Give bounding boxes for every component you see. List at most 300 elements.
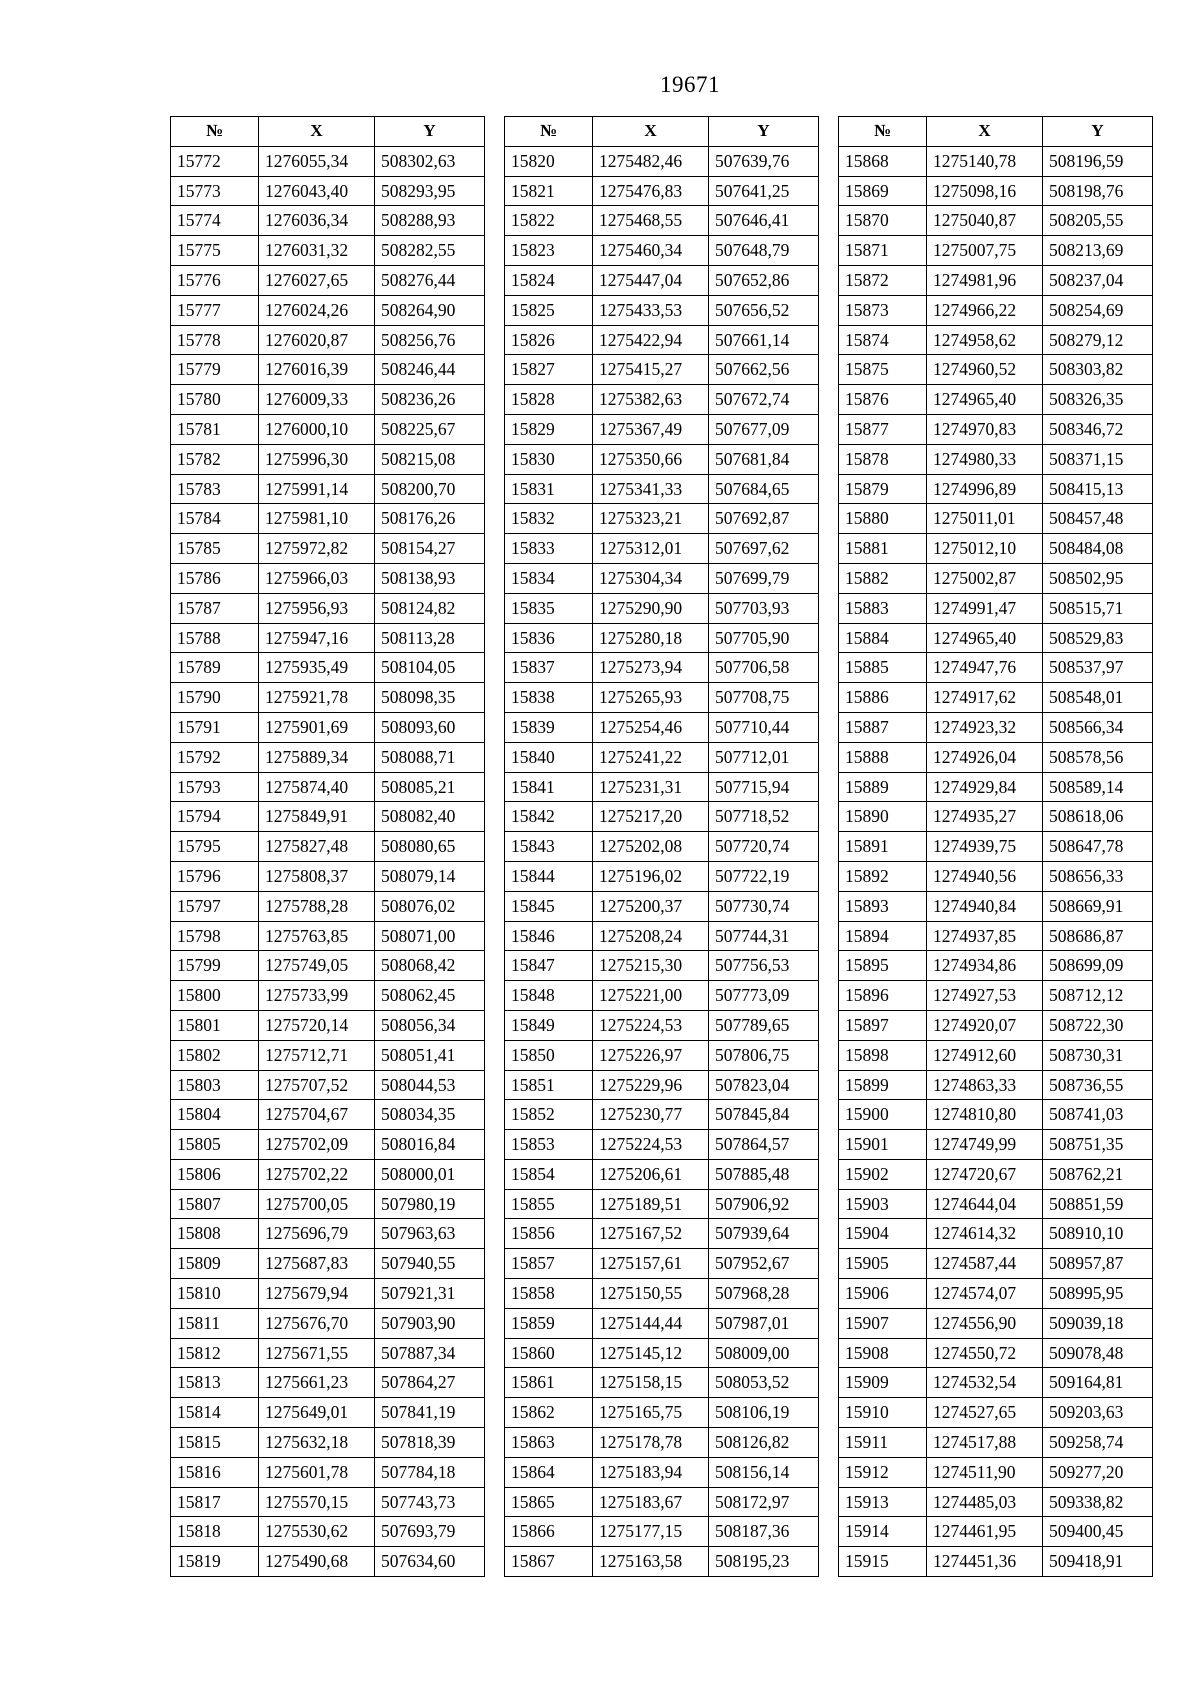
table-row: [171, 1308, 485, 1338]
y-coordinate-cell: 508415,13: [1043, 474, 1153, 504]
table-row: [171, 146, 485, 176]
y-coordinate-cell: 507921,31: [375, 1279, 485, 1309]
y-coordinate-cell: 509277,20: [1043, 1457, 1153, 1487]
point-number-cell: 15772: [171, 146, 259, 176]
point-number-cell: 15779: [171, 355, 259, 385]
x-coordinate-cell: 1274940,56: [927, 861, 1043, 891]
x-coordinate-cell: 1274749,99: [927, 1130, 1043, 1160]
y-coordinate-cell: 507705,90: [709, 623, 819, 653]
table-row: [839, 325, 1153, 355]
x-coordinate-cell: 1275468,55: [593, 206, 709, 236]
y-coordinate-cell: 509203,63: [1043, 1398, 1153, 1428]
y-coordinate-cell: 508346,72: [1043, 414, 1153, 444]
x-coordinate-cell: 1274527,65: [927, 1398, 1043, 1428]
table-row: [839, 861, 1153, 891]
x-coordinate-cell: 1275720,14: [259, 1010, 375, 1040]
table-row: [505, 653, 819, 683]
point-number-cell: 15893: [839, 891, 927, 921]
y-coordinate-cell: 507864,57: [709, 1130, 819, 1160]
table-row: [505, 981, 819, 1011]
point-number-cell: 15788: [171, 623, 259, 653]
table-row: [839, 832, 1153, 862]
point-number-cell: 15785: [171, 534, 259, 564]
y-coordinate-cell: 508669,91: [1043, 891, 1153, 921]
table-row: [171, 206, 485, 236]
table-row: [171, 325, 485, 355]
y-coordinate-cell: 507963,63: [375, 1219, 485, 1249]
table-row: [839, 563, 1153, 593]
x-coordinate-cell: 1274574,07: [927, 1279, 1043, 1309]
point-number-cell: 15875: [839, 355, 927, 385]
y-coordinate-cell: 507692,87: [709, 504, 819, 534]
x-coordinate-cell: 1275849,91: [259, 802, 375, 832]
x-coordinate-cell: 1274587,44: [927, 1249, 1043, 1279]
table-row: [505, 832, 819, 862]
y-coordinate-cell: 508093,60: [375, 712, 485, 742]
point-number-cell: 15907: [839, 1308, 927, 1338]
table-row: [839, 1159, 1153, 1189]
table-row: [171, 623, 485, 653]
y-coordinate-cell: 508699,09: [1043, 951, 1153, 981]
y-coordinate-cell: 507639,76: [709, 146, 819, 176]
y-coordinate-cell: 507887,34: [375, 1338, 485, 1368]
x-coordinate-cell: 1275808,37: [259, 861, 375, 891]
table-row: [839, 1517, 1153, 1547]
coordinate-table-3: [838, 116, 1153, 1577]
x-coordinate-cell: 1274970,83: [927, 414, 1043, 444]
x-coordinate-cell: 1275226,97: [593, 1040, 709, 1070]
y-coordinate-cell: 508566,34: [1043, 712, 1153, 742]
y-coordinate-cell: 508484,08: [1043, 534, 1153, 564]
y-coordinate-cell: 507841,19: [375, 1398, 485, 1428]
point-number-cell: 15795: [171, 832, 259, 862]
y-coordinate-cell: 508851,59: [1043, 1189, 1153, 1219]
point-number-cell: 15808: [171, 1219, 259, 1249]
x-coordinate-cell: 1275921,78: [259, 683, 375, 713]
x-coordinate-cell: 1274863,33: [927, 1070, 1043, 1100]
y-coordinate-cell: 508044,53: [375, 1070, 485, 1100]
x-coordinate-cell: 1275415,27: [593, 355, 709, 385]
table-row: [505, 146, 819, 176]
y-coordinate-cell: 508529,83: [1043, 623, 1153, 653]
table-row: [171, 1368, 485, 1398]
y-coordinate-cell: 508537,97: [1043, 653, 1153, 683]
table-row: [839, 1219, 1153, 1249]
x-coordinate-cell: 1275150,55: [593, 1279, 709, 1309]
table-row: [171, 742, 485, 772]
point-number-cell: 15798: [171, 921, 259, 951]
x-coordinate-cell: 1275206,61: [593, 1159, 709, 1189]
table-row: [839, 951, 1153, 981]
point-number-cell: 15792: [171, 742, 259, 772]
point-number-cell: 15837: [505, 653, 593, 683]
y-coordinate-cell: 508062,45: [375, 981, 485, 1011]
point-number-cell: 15826: [505, 325, 593, 355]
y-coordinate-cell: 508085,21: [375, 772, 485, 802]
x-coordinate-cell: 1274960,52: [927, 355, 1043, 385]
x-coordinate-cell: 1276036,34: [259, 206, 375, 236]
x-coordinate-cell: 1276016,39: [259, 355, 375, 385]
table-row: [171, 593, 485, 623]
x-coordinate-cell: 1275215,30: [593, 951, 709, 981]
x-coordinate-cell: 1275874,40: [259, 772, 375, 802]
point-number-cell: 15909: [839, 1368, 927, 1398]
x-coordinate-cell: 1275696,79: [259, 1219, 375, 1249]
point-number-cell: 15854: [505, 1159, 593, 1189]
header-y: Y: [709, 117, 819, 147]
header-y: Y: [375, 117, 485, 147]
x-coordinate-cell: 1275265,93: [593, 683, 709, 713]
y-coordinate-cell: 508082,40: [375, 802, 485, 832]
point-number-cell: 15850: [505, 1040, 593, 1070]
table-row: [171, 534, 485, 564]
table-row: [505, 563, 819, 593]
point-number-cell: 15872: [839, 265, 927, 295]
y-coordinate-cell: 507699,79: [709, 563, 819, 593]
table-row: [171, 1428, 485, 1458]
x-coordinate-cell: 1275323,21: [593, 504, 709, 534]
table-row: [839, 295, 1153, 325]
point-number-cell: 15912: [839, 1457, 927, 1487]
point-number-cell: 15865: [505, 1487, 593, 1517]
point-number-cell: 15828: [505, 385, 593, 415]
table-row: [839, 504, 1153, 534]
x-coordinate-cell: 1275178,78: [593, 1428, 709, 1458]
x-coordinate-cell: 1274991,47: [927, 593, 1043, 623]
y-coordinate-cell: 508326,35: [1043, 385, 1153, 415]
x-coordinate-cell: 1275490,68: [259, 1547, 375, 1577]
x-coordinate-cell: 1274996,89: [927, 474, 1043, 504]
table-row: [171, 1547, 485, 1577]
point-number-cell: 15825: [505, 295, 593, 325]
x-coordinate-cell: 1276009,33: [259, 385, 375, 415]
y-coordinate-cell: 508079,14: [375, 861, 485, 891]
y-coordinate-cell: 508548,01: [1043, 683, 1153, 713]
point-number-cell: 15790: [171, 683, 259, 713]
y-coordinate-cell: 507903,90: [375, 1308, 485, 1338]
x-coordinate-cell: 1275676,70: [259, 1308, 375, 1338]
y-coordinate-cell: 508056,34: [375, 1010, 485, 1040]
y-coordinate-cell: 508656,33: [1043, 861, 1153, 891]
y-coordinate-cell: 508578,56: [1043, 742, 1153, 772]
x-coordinate-cell: 1275002,87: [927, 563, 1043, 593]
table-row: [839, 355, 1153, 385]
y-coordinate-cell: 508124,82: [375, 593, 485, 623]
point-number-cell: 15791: [171, 712, 259, 742]
y-coordinate-cell: 509078,48: [1043, 1338, 1153, 1368]
point-number-cell: 15807: [171, 1189, 259, 1219]
table-row: [171, 355, 485, 385]
y-coordinate-cell: 507987,01: [709, 1308, 819, 1338]
x-coordinate-cell: 1275447,04: [593, 265, 709, 295]
table-row: [171, 414, 485, 444]
y-coordinate-cell: 507684,65: [709, 474, 819, 504]
y-coordinate-cell: 508126,82: [709, 1428, 819, 1458]
x-coordinate-cell: 1274556,90: [927, 1308, 1043, 1338]
y-coordinate-cell: 508236,26: [375, 385, 485, 415]
y-coordinate-cell: 508293,95: [375, 176, 485, 206]
table-row: [505, 474, 819, 504]
point-number-cell: 15844: [505, 861, 593, 891]
x-coordinate-cell: 1274720,67: [927, 1159, 1043, 1189]
table-row: [505, 325, 819, 355]
x-coordinate-cell: 1275273,94: [593, 653, 709, 683]
table-row: [839, 742, 1153, 772]
table-row: [839, 444, 1153, 474]
table-row: [505, 802, 819, 832]
x-coordinate-cell: 1274917,62: [927, 683, 1043, 713]
x-coordinate-cell: 1275224,53: [593, 1010, 709, 1040]
header-x: X: [259, 117, 375, 147]
point-number-cell: 15874: [839, 325, 927, 355]
y-coordinate-cell: 507677,09: [709, 414, 819, 444]
x-coordinate-cell: 1275661,23: [259, 1368, 375, 1398]
coordinate-tables: [170, 116, 1150, 1582]
point-number-cell: 15823: [505, 236, 593, 266]
point-number-cell: 15774: [171, 206, 259, 236]
y-coordinate-cell: 507656,52: [709, 295, 819, 325]
y-coordinate-cell: 508276,44: [375, 265, 485, 295]
x-coordinate-cell: 1275889,34: [259, 742, 375, 772]
x-coordinate-cell: 1274550,72: [927, 1338, 1043, 1368]
header-x: X: [927, 117, 1043, 147]
y-coordinate-cell: 508068,42: [375, 951, 485, 981]
y-coordinate-cell: 507710,44: [709, 712, 819, 742]
point-number-cell: 15815: [171, 1428, 259, 1458]
table-row: [505, 623, 819, 653]
y-coordinate-cell: 508104,05: [375, 653, 485, 683]
y-coordinate-cell: 508053,52: [709, 1368, 819, 1398]
point-number-cell: 15811: [171, 1308, 259, 1338]
x-coordinate-cell: 1275144,44: [593, 1308, 709, 1338]
x-coordinate-cell: 1275901,69: [259, 712, 375, 742]
x-coordinate-cell: 1275231,31: [593, 772, 709, 802]
header-x: X: [593, 117, 709, 147]
x-coordinate-cell: 1274614,32: [927, 1219, 1043, 1249]
x-coordinate-cell: 1274920,07: [927, 1010, 1043, 1040]
table-row: [505, 265, 819, 295]
point-number-cell: 15820: [505, 146, 593, 176]
y-coordinate-cell: 508237,04: [1043, 265, 1153, 295]
x-coordinate-cell: 1274927,53: [927, 981, 1043, 1011]
x-coordinate-cell: 1275935,49: [259, 653, 375, 683]
y-coordinate-cell: 508009,00: [709, 1338, 819, 1368]
point-number-cell: 15879: [839, 474, 927, 504]
x-coordinate-cell: 1276027,65: [259, 265, 375, 295]
table-row: [171, 1130, 485, 1160]
x-coordinate-cell: 1274532,54: [927, 1368, 1043, 1398]
y-coordinate-cell: 508034,35: [375, 1100, 485, 1130]
x-coordinate-cell: 1274485,03: [927, 1487, 1043, 1517]
y-coordinate-cell: 507744,31: [709, 921, 819, 951]
x-coordinate-cell: 1274939,75: [927, 832, 1043, 862]
table-row: [839, 236, 1153, 266]
table-row: [505, 1159, 819, 1189]
y-coordinate-cell: 508502,95: [1043, 563, 1153, 593]
table-row: [171, 1338, 485, 1368]
x-coordinate-cell: 1275570,15: [259, 1487, 375, 1517]
y-coordinate-cell: 507672,74: [709, 385, 819, 415]
point-number-cell: 15859: [505, 1308, 593, 1338]
table-row: [839, 206, 1153, 236]
y-coordinate-cell: 508113,28: [375, 623, 485, 653]
point-number-cell: 15834: [505, 563, 593, 593]
y-coordinate-cell: 508172,97: [709, 1487, 819, 1517]
x-coordinate-cell: 1275367,49: [593, 414, 709, 444]
y-coordinate-cell: 509400,45: [1043, 1517, 1153, 1547]
table-row: [505, 1189, 819, 1219]
x-coordinate-cell: 1274644,04: [927, 1189, 1043, 1219]
table-row: [505, 1457, 819, 1487]
table-row: [505, 414, 819, 444]
y-coordinate-cell: 507708,75: [709, 683, 819, 713]
table-row: [505, 206, 819, 236]
point-number-cell: 15812: [171, 1338, 259, 1368]
table-row: [171, 1040, 485, 1070]
table-row: [505, 176, 819, 206]
y-coordinate-cell: 508303,82: [1043, 355, 1153, 385]
x-coordinate-cell: 1275947,16: [259, 623, 375, 653]
point-number-cell: 15843: [505, 832, 593, 862]
header-number: №: [171, 117, 259, 147]
x-coordinate-cell: 1275140,78: [927, 146, 1043, 176]
y-coordinate-cell: 508000,01: [375, 1159, 485, 1189]
y-coordinate-cell: 508154,27: [375, 534, 485, 564]
y-coordinate-cell: 507756,53: [709, 951, 819, 981]
point-number-cell: 15794: [171, 802, 259, 832]
y-coordinate-cell: 508722,30: [1043, 1010, 1153, 1040]
x-coordinate-cell: 1275422,94: [593, 325, 709, 355]
x-coordinate-cell: 1274810,80: [927, 1100, 1043, 1130]
table-row: [171, 474, 485, 504]
x-coordinate-cell: 1275012,10: [927, 534, 1043, 564]
point-number-cell: 15876: [839, 385, 927, 415]
x-coordinate-cell: 1275177,15: [593, 1517, 709, 1547]
table-row: [839, 1100, 1153, 1130]
table-row: [505, 295, 819, 325]
x-coordinate-cell: 1275679,94: [259, 1279, 375, 1309]
table-row: [505, 1010, 819, 1040]
table-row: [171, 951, 485, 981]
x-coordinate-cell: 1275482,46: [593, 146, 709, 176]
point-number-cell: 15842: [505, 802, 593, 832]
x-coordinate-cell: 1275827,48: [259, 832, 375, 862]
x-coordinate-cell: 1275098,16: [927, 176, 1043, 206]
y-coordinate-cell: 507697,62: [709, 534, 819, 564]
y-coordinate-cell: 507681,84: [709, 444, 819, 474]
y-coordinate-cell: 507720,74: [709, 832, 819, 862]
x-coordinate-cell: 1275158,15: [593, 1368, 709, 1398]
y-coordinate-cell: 507652,86: [709, 265, 819, 295]
x-coordinate-cell: 1274980,33: [927, 444, 1043, 474]
table-header-row: [171, 117, 485, 147]
point-number-cell: 15781: [171, 414, 259, 444]
point-number-cell: 15830: [505, 444, 593, 474]
table-row: [839, 1070, 1153, 1100]
point-number-cell: 15857: [505, 1249, 593, 1279]
x-coordinate-cell: 1275189,51: [593, 1189, 709, 1219]
y-coordinate-cell: 508016,84: [375, 1130, 485, 1160]
point-number-cell: 15813: [171, 1368, 259, 1398]
table-row: [839, 1428, 1153, 1458]
point-number-cell: 15910: [839, 1398, 927, 1428]
y-coordinate-cell: 508712,12: [1043, 981, 1153, 1011]
table-row: [839, 712, 1153, 742]
point-number-cell: 15827: [505, 355, 593, 385]
point-number-cell: 15793: [171, 772, 259, 802]
y-coordinate-cell: 509338,82: [1043, 1487, 1153, 1517]
y-coordinate-cell: 509258,74: [1043, 1428, 1153, 1458]
point-number-cell: 15829: [505, 414, 593, 444]
table-row: [839, 1338, 1153, 1368]
point-number-cell: 15782: [171, 444, 259, 474]
table-row: [505, 742, 819, 772]
header-number: №: [839, 117, 927, 147]
x-coordinate-cell: 1274934,86: [927, 951, 1043, 981]
point-number-cell: 15797: [171, 891, 259, 921]
x-coordinate-cell: 1275712,71: [259, 1040, 375, 1070]
point-number-cell: 15819: [171, 1547, 259, 1577]
table-row: [839, 385, 1153, 415]
table-row: [839, 1368, 1153, 1398]
table-row: [171, 683, 485, 713]
point-number-cell: 15848: [505, 981, 593, 1011]
point-number-cell: 15816: [171, 1457, 259, 1487]
point-number-cell: 15887: [839, 712, 927, 742]
point-number-cell: 15845: [505, 891, 593, 921]
table-row: [171, 921, 485, 951]
x-coordinate-cell: 1275991,14: [259, 474, 375, 504]
point-number-cell: 15800: [171, 981, 259, 1011]
y-coordinate-cell: 508200,70: [375, 474, 485, 504]
y-coordinate-cell: 507823,04: [709, 1070, 819, 1100]
table-row: [839, 593, 1153, 623]
point-number-cell: 15786: [171, 563, 259, 593]
point-number-cell: 15778: [171, 325, 259, 355]
x-coordinate-cell: 1275476,83: [593, 176, 709, 206]
table-row: [171, 1517, 485, 1547]
x-coordinate-cell: 1274937,85: [927, 921, 1043, 951]
table-row: [505, 951, 819, 981]
table-row: [505, 236, 819, 266]
x-coordinate-cell: 1275341,33: [593, 474, 709, 504]
y-coordinate-cell: 508736,55: [1043, 1070, 1153, 1100]
y-coordinate-cell: 507845,84: [709, 1100, 819, 1130]
point-number-cell: 15869: [839, 176, 927, 206]
point-number-cell: 15915: [839, 1547, 927, 1577]
table-row: [505, 1100, 819, 1130]
point-number-cell: 15880: [839, 504, 927, 534]
x-coordinate-cell: 1274517,88: [927, 1428, 1043, 1458]
point-number-cell: 15913: [839, 1487, 927, 1517]
y-coordinate-cell: 507885,48: [709, 1159, 819, 1189]
point-number-cell: 15878: [839, 444, 927, 474]
table-row: [505, 444, 819, 474]
point-number-cell: 15818: [171, 1517, 259, 1547]
y-coordinate-cell: 508282,55: [375, 236, 485, 266]
table-row: [171, 385, 485, 415]
x-coordinate-cell: 1274461,95: [927, 1517, 1043, 1547]
x-coordinate-cell: 1275157,61: [593, 1249, 709, 1279]
y-coordinate-cell: 508187,36: [709, 1517, 819, 1547]
point-number-cell: 15908: [839, 1338, 927, 1368]
table-row: [505, 1219, 819, 1249]
point-number-cell: 15904: [839, 1219, 927, 1249]
table-row: [505, 1428, 819, 1458]
point-number-cell: 15821: [505, 176, 593, 206]
y-coordinate-cell: 508198,76: [1043, 176, 1153, 206]
table-row: [505, 683, 819, 713]
